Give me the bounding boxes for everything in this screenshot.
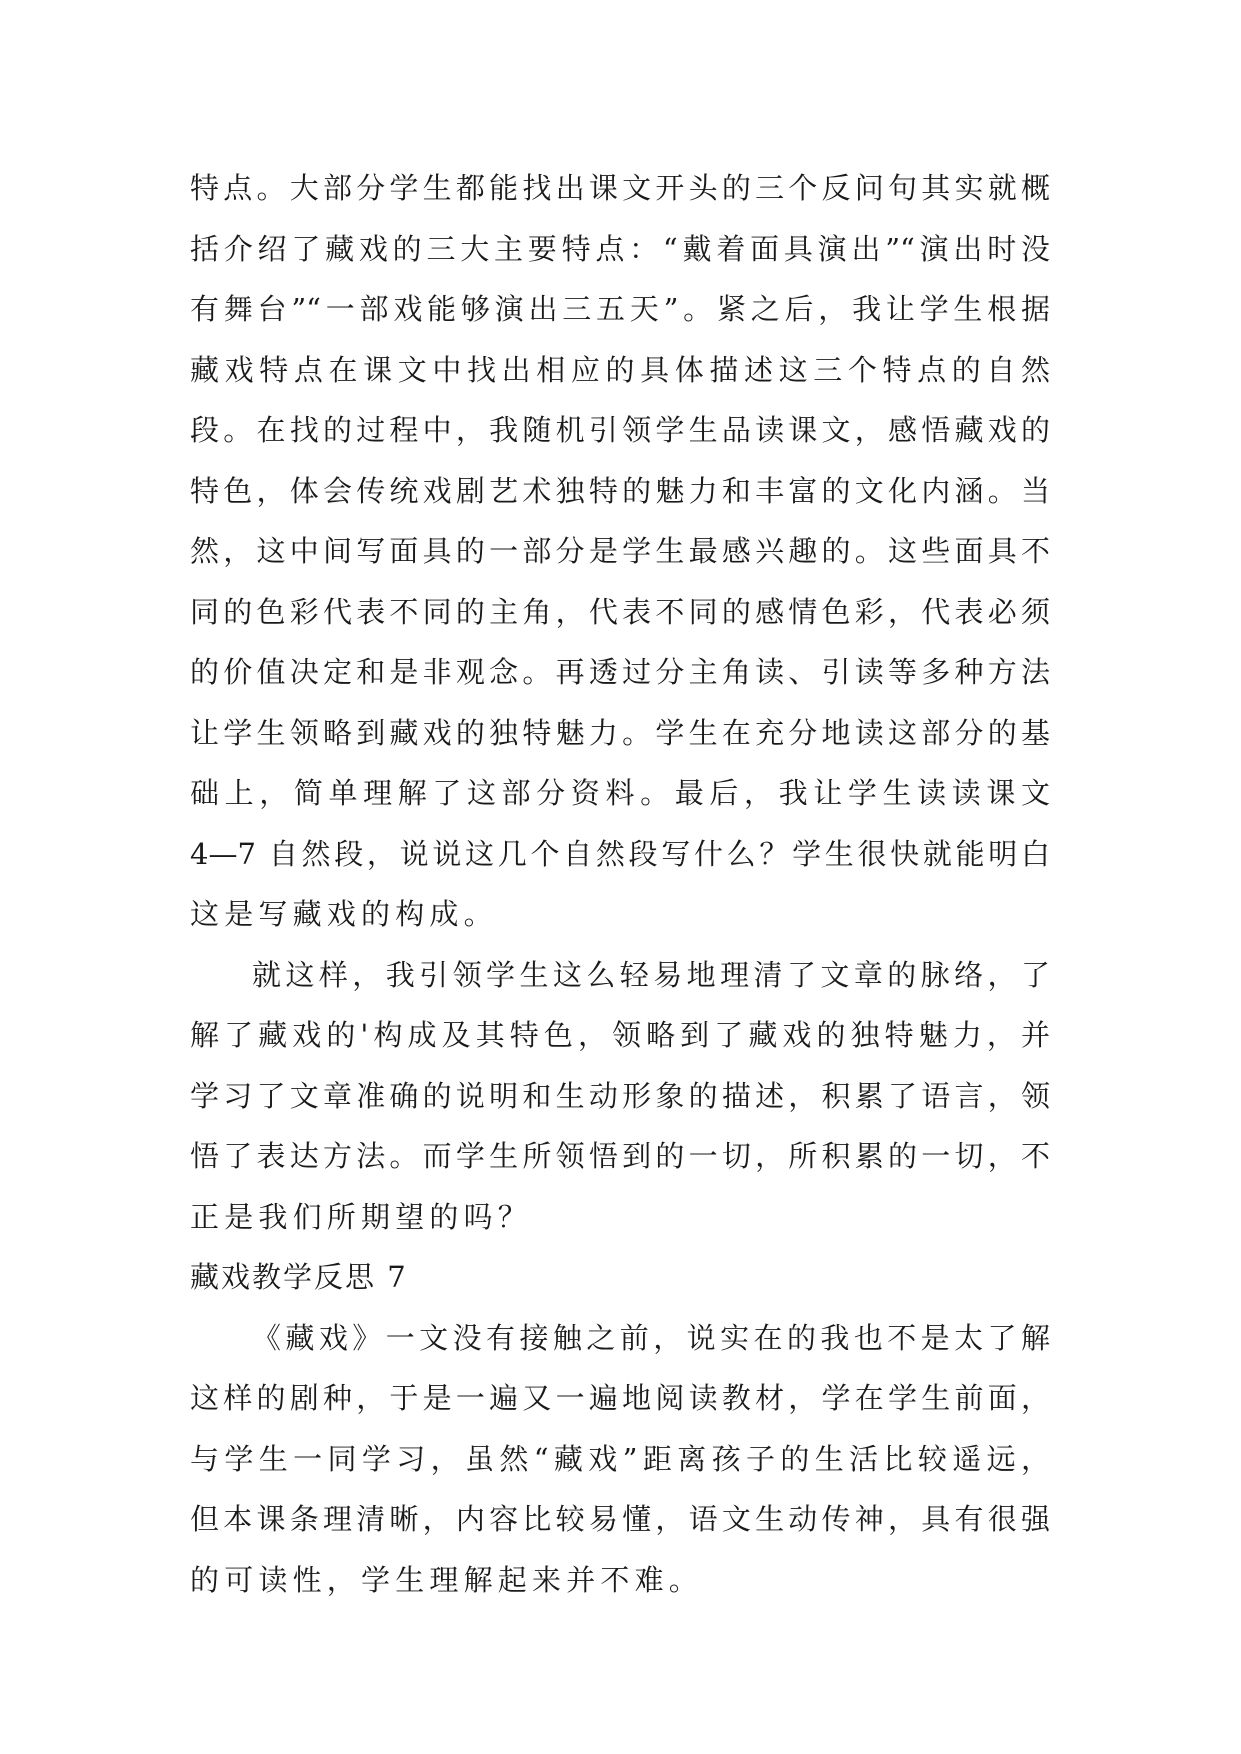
text-line: 与学生一同学习，虽然“藏戏”距离孩子的生活比较遥远，: [190, 1441, 1050, 1476]
text-line: 4—7 自然段，说说这几个自然段写什么？学生很快就能明白: [190, 836, 1050, 871]
text-line: 这样的剧种，于是一遍又一遍地阅读教材，学在学生前面，: [190, 1381, 1050, 1415]
text-line: 但本课条理清晰，内容比较易懂，语文生动传神，具有很强: [190, 1502, 1050, 1536]
text-line: 段。在找的过程中，我随机引领学生品读课文，感悟藏戏的: [190, 413, 1050, 447]
text-line: 括介绍了藏戏的三大主要特点：“戴着面具演出”“演出时没: [190, 231, 1050, 266]
section-heading: 藏戏教学反思 7: [190, 1260, 408, 1294]
text-line: 学习了文章准确的说明和生动形象的描述，积累了语言，领: [190, 1078, 1050, 1113]
text-line: 藏戏特点在课文中找出相应的具体描述这三个特点的自然: [190, 352, 1050, 387]
text-line: 的价值决定和是非观念。再透过分主角读、引读等多种方法: [190, 655, 1050, 689]
text-line: 就这样，我引领学生这么轻易地理清了文章的脉络，了: [252, 957, 1050, 992]
text-line: 有舞台”“一部戏能够演出三五天”。紧之后，我让学生根据: [190, 292, 1050, 326]
text-line: 础上，简单理解了这部分资料。最后，我让学生读读课文: [190, 776, 1050, 810]
text-line: 《藏戏》一文没有接触之前，说实在的我也不是太了解: [252, 1320, 1050, 1355]
text-line: 同的色彩代表不同的主角，代表不同的感情色彩，代表必须: [190, 594, 1050, 629]
text-line: 正是我们所期望的吗？: [190, 1199, 533, 1234]
text-line: 解了藏戏的'构成及其特色，领略到了藏戏的独特魅力，并: [190, 1018, 1050, 1052]
document-body: [190, 158, 1050, 1610]
text-line: 特点。大部分学生都能找出课文开头的三个反问句其实就概: [190, 171, 1050, 205]
text-line: 这是写藏戏的构成。: [190, 897, 498, 931]
text-line: 让学生领略到藏戏的独特魅力。学生在充分地读这部分的基: [190, 715, 1050, 750]
text-line: 的可读性，学生理解起来并不难。: [190, 1562, 704, 1597]
text-line: 悟了表达方法。而学生所领悟到的一切，所积累的一切，不: [190, 1139, 1050, 1173]
text-line: 然，这中间写面具的一部分是学生最感兴趣的。这些面具不: [190, 534, 1050, 568]
text-line: 特色，体会传统戏剧艺术独特的魅力和丰富的文化内涵。当: [190, 473, 1050, 508]
